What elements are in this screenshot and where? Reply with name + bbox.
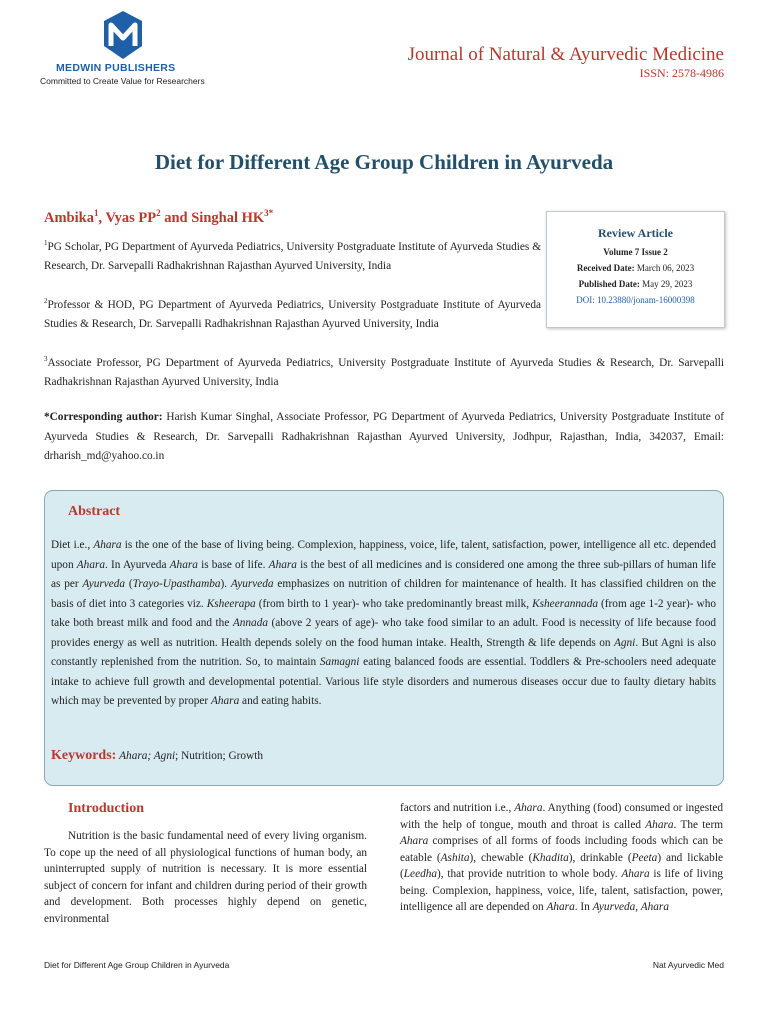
affiliation-sup: 3 bbox=[44, 355, 48, 363]
footer-journal-abbrev: Nat Ayurvedic Med bbox=[652, 960, 724, 970]
author-sup: 2 bbox=[156, 208, 161, 218]
abstract-heading: Abstract bbox=[68, 504, 121, 519]
italic-term: Ahara; Agni bbox=[119, 750, 176, 762]
affiliation-1 bbox=[44, 234, 541, 277]
article-title: Diet for Different Age Group Children in Ayurveda bbox=[154, 150, 614, 174]
italic-term: Ayurveda, Ahara bbox=[592, 901, 669, 913]
italic-term: Ahara bbox=[400, 835, 429, 847]
text-run: . In Ayurveda bbox=[105, 558, 170, 571]
keywords-label: Keywords: bbox=[51, 748, 117, 763]
italic-term: Ahara bbox=[621, 868, 650, 880]
text-run: is the best of all medicines and is considered one among the three sub-pillars of human life as per bbox=[51, 558, 716, 590]
affiliation-2 bbox=[44, 292, 541, 335]
introduction-column-1 bbox=[44, 828, 367, 927]
introduction-column-2 bbox=[400, 800, 723, 916]
italic-term: Agni bbox=[613, 636, 636, 649]
author-name: Vyas PP bbox=[105, 209, 157, 226]
text-run: eating balanced foods are essential. Toddlers & Pre-schoolers need adequate intake to achieve full growth and developmental potential. Various life style disorders and numerous diseases occur due to faulty dietary habits which may be prevented by proper bbox=[51, 656, 716, 707]
italic-term: Leedha bbox=[403, 868, 438, 880]
text-run: ). bbox=[220, 578, 231, 590]
received-value: March 06, 2023 bbox=[634, 263, 695, 273]
italic-term: Ashita bbox=[440, 851, 470, 864]
corresponding-author bbox=[44, 408, 724, 467]
author-sup: 3* bbox=[264, 208, 274, 218]
article-info-box bbox=[546, 211, 725, 328]
abstract-text bbox=[51, 536, 716, 712]
author-sup: 1 bbox=[93, 208, 99, 218]
affiliation-3 bbox=[44, 350, 724, 393]
text-run: comprises of all forms of foods including foods which can be eatable ( bbox=[400, 835, 723, 864]
volume-issue: Volume 7 Issue 2 bbox=[603, 247, 668, 257]
intro-paragraph bbox=[44, 828, 367, 927]
text-run: ) and lickable ( bbox=[400, 851, 723, 880]
affiliation-sup: 2 bbox=[44, 297, 48, 305]
text-run: Diet i.e., bbox=[51, 539, 94, 551]
keywords-list bbox=[116, 750, 263, 762]
article-type: Review Article bbox=[598, 226, 673, 240]
italic-term: Ahara bbox=[93, 539, 122, 551]
italic-term: Ahara bbox=[169, 558, 198, 571]
intro-paragraph bbox=[400, 800, 723, 916]
author-name: Singhal HK bbox=[191, 209, 265, 226]
italic-term: Samagni bbox=[319, 656, 360, 668]
publisher-tagline: Committed to Create Value for Researchers bbox=[40, 76, 205, 86]
italic-term: Trayo-Upasthamba bbox=[132, 578, 221, 590]
text-run: (from age 1-2 year)- who take both breast milk and food and the bbox=[51, 597, 716, 629]
text-run: . In bbox=[574, 901, 593, 913]
author-name: Ambika bbox=[44, 209, 94, 226]
italic-term: Peeta bbox=[631, 851, 658, 864]
affiliation-text: Associate Professor, PG Department of Ayurveda Pediatrics, University Postgraduate Institute of Ayurveda Studies & Research, Dr. Sarvepalli Radhakrishnan Rajasthan Ayurved University, India bbox=[44, 356, 724, 389]
medwin-shield-icon bbox=[102, 10, 144, 60]
affiliation-text: PG Scholar, PG Department of Ayurveda Pediatrics, University Postgraduate Institute of Ayurveda Studies & Research, Dr. Sarvepalli Radhakrishnan Rajasthan Ayurved University, India bbox=[44, 240, 541, 273]
text-run: ), that provide nutrition to whole body. bbox=[437, 868, 622, 880]
published-date bbox=[547, 279, 724, 289]
publisher-name: MEDWIN PUBLISHERS bbox=[56, 62, 176, 74]
text-run: (from birth to 1 year)- who take predominantly breast milk, bbox=[255, 597, 533, 610]
text-run: ( bbox=[125, 578, 133, 590]
journal-issn: ISSN: 2578-4986 bbox=[639, 66, 724, 80]
italic-term: Ahara bbox=[546, 901, 575, 913]
text-run: and eating habits. bbox=[239, 695, 322, 707]
text-run: ; Nutrition; Growth bbox=[175, 750, 263, 762]
published-label: Published Date: bbox=[578, 279, 640, 289]
author-list bbox=[44, 208, 273, 227]
text-run: Nutrition is the basic fundamental need of every living organism. To cope up the need of all physiological functions of human body, an uninterrupted supply of nutrition is necessary. It is more essential subject of concern for infant and children during period of their growth and development. Both processes highly depend on genetic, environmental bbox=[44, 830, 367, 925]
text-run: is the one of the base of living being. Complexion, happiness, voice, life, talent, satisfaction, power, intelligence all etc. depended upon bbox=[51, 539, 716, 571]
italic-term: Ahara bbox=[645, 818, 674, 831]
footer-running-title: Diet for Different Age Group Children in Ayurveda bbox=[44, 960, 230, 970]
italic-term: Ahara bbox=[268, 558, 297, 571]
keywords bbox=[51, 748, 263, 764]
italic-term: Ahara bbox=[514, 802, 543, 814]
text-run: . But Agni is also constantly replenished from the nutrition. So, to maintain bbox=[51, 636, 716, 668]
doi-link[interactable]: DOI: 10.23880/jonam-16000398 bbox=[576, 295, 695, 305]
introduction-heading: Introduction bbox=[68, 801, 144, 816]
italic-term: Ksheerapa bbox=[206, 597, 256, 610]
italic-term: Ahara bbox=[76, 558, 106, 571]
publisher-logo bbox=[40, 8, 220, 88]
received-date bbox=[547, 263, 724, 273]
italic-term: Ahara bbox=[210, 695, 240, 707]
journal-title: Journal of Natural & Ayurvedic Medicine bbox=[407, 44, 724, 65]
affiliation-text: Professor & HOD, PG Department of Ayurveda Pediatrics, University Postgraduate Institute of Ayurveda Studies & Research, Dr. Sarvepalli Radhakrishnan Rajasthan Ayurved University, India bbox=[44, 298, 541, 331]
affiliation-sup: 1 bbox=[44, 239, 48, 247]
italic-term: Khadita bbox=[532, 851, 569, 864]
text-run: factors and nutrition i.e., bbox=[400, 802, 515, 814]
text-run: ), chewable ( bbox=[469, 851, 533, 864]
published-value: May 29, 2023 bbox=[639, 279, 693, 289]
text-run: (above 2 years of age)- who take food similar to an adult. Food is necessity of life because food provides energy as well as nutrition. Health depends solely on the food human intake. Health, Strength & life depends on bbox=[51, 617, 716, 649]
italic-term: Ksheerannada bbox=[532, 597, 598, 610]
author-separator: , bbox=[98, 209, 106, 226]
corresponding-label: *Corresponding author: bbox=[44, 411, 163, 423]
text-run: is life of living being. Complexion, happiness, voice, life, talent, satisfaction, power, intelligence all are depended on bbox=[400, 868, 723, 913]
text-run: emphasizes on nutrition of children for maintenance of health. It has classified children on the basis of diet into 3 categories viz. bbox=[51, 578, 716, 610]
corresponding-text: Harish Kumar Singhal, Associate Professor, PG Department of Ayurveda Pediatrics, University Postgraduate Institute of Ayurveda Studies & Research, Dr. Sarvepalli Radhakrishnan Rajasthan Ayurved University, Jodhpur, Rajasthan, India, 342037, Email: drharish_md@yahoo.co.in bbox=[44, 411, 724, 462]
italic-term: Annada bbox=[232, 617, 269, 629]
text-run: is base of life. bbox=[197, 558, 269, 571]
received-label: Received Date: bbox=[576, 263, 635, 273]
text-run: . The term bbox=[673, 818, 723, 831]
author-separator: and bbox=[160, 209, 192, 226]
italic-term: Ayurveda bbox=[82, 578, 126, 590]
italic-term: Ayurveda bbox=[230, 578, 274, 590]
text-run: ), drinkable ( bbox=[568, 851, 632, 864]
text-run: . Anything (food) consumed or ingested with the help of tongue, mouth and throat is called bbox=[400, 802, 724, 831]
